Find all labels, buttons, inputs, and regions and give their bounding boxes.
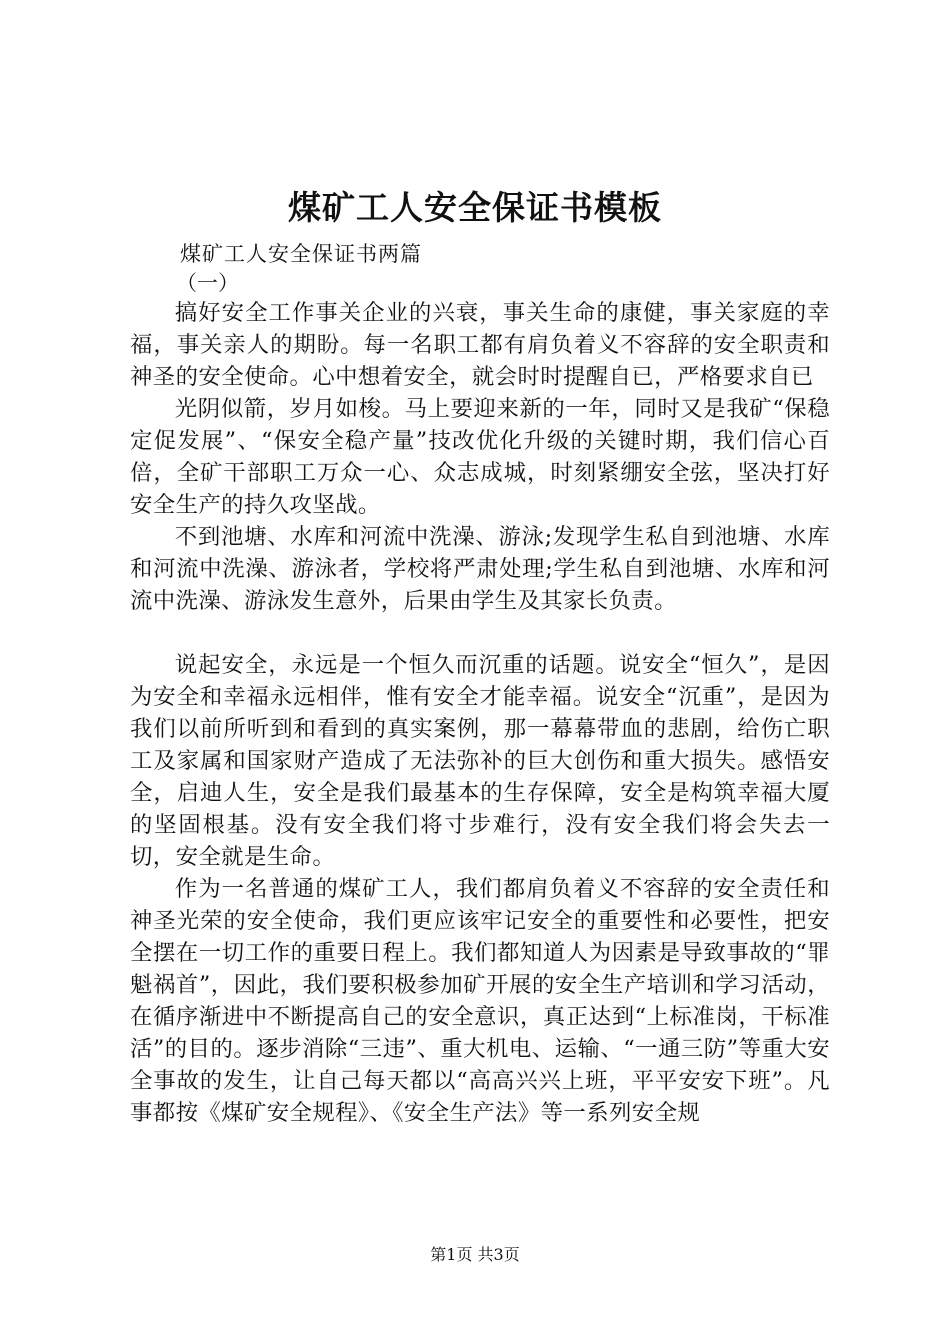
- paragraph: 不到池塘、水库和河流中洗澡、游泳;发现学生私自到池塘、水库和河流中洗澡、游泳者，学校将严肃处理;学生私自到池塘、水库和河流中洗澡、游泳发生意外，后果由学生及其家长负责。: [130, 524, 830, 614]
- paragraph: 说起安全，永远是一个恒久而沉重的话题。说安全“恒久”，是因为安全和幸福永远相伴，惟有安全才能幸福。说安全“沉重”，是因为我们以前所听到和看到的真实案例，那一幕幕带血的悲剧，给伤亡职工及家属和国家财产造成了无法弥补的巨大创伤和重大损失。感悟安全，启迪人生，安全是我们最基本的生存保障，安全是构筑幸福大厦的坚固根基。没有安全我们将寸步难行，没有安全我们将会失去一切，安全就是生命。: [130, 652, 830, 870]
- paragraph: 光阴似箭，岁月如梭。马上要迎来新的一年，同时又是我矿“保稳定促发展”、“保安全稳产量”技改优化升级的关键时期，我们信心百倍，全矿干部职工万众一心、众志成城，时刻紧绷安全弦，坚决打好安全生产的持久攻坚战。: [130, 396, 830, 518]
- document-subtitle: 煤矿工人安全保证书两篇: [180, 242, 422, 266]
- paragraph: 作为一名普通的煤矿工人，我们都肩负着义不容辞的安全责任和神圣光荣的安全使命，我们更应该牢记安全的重要性和必要性，把安全摆在一切工作的重要日程上。我们都知道人为因素是导致事故的“罪魁祸首”，因此，我们要积极参加矿开展的安全生产培训和学习活动，在循序渐进中不断提高自己的安全意识，真正达到“上标准岗，干标准活”的目的。逐步消除“三违”、重大机电、运输、“一通三防”等重大安全事故的发生，让自己每天都以“高高兴兴上班，平平安安下班”。凡事都按《煤矿安全规程》、《安全生产法》等一系列安全规: [130, 876, 830, 1126]
- document-title: 煤矿工人安全保证书模板: [288, 188, 662, 227]
- paragraph: 搞好安全工作事关企业的兴衰，事关生命的康健，事关家庭的幸福，事关亲人的期盼。每一名职工都有肩负着义不容辞的安全职责和神圣的安全使命。心中想着安全，就会时时提醒自已，严格要求自已: [130, 300, 830, 390]
- page-number-footer: 第1页 共3页: [430, 1245, 520, 1264]
- document-body: [130, 297, 830, 1129]
- section-number: （一）: [176, 271, 239, 295]
